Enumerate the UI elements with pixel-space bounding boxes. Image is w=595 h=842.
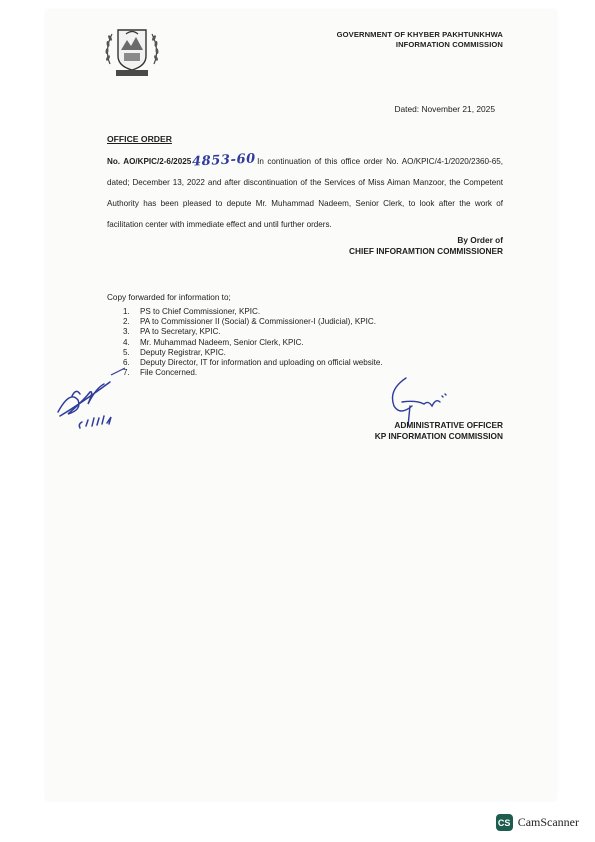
list-item [123,358,383,368]
order-date: Dated: November 21, 2025 [394,104,495,114]
signatory-organization: KP INFORMATION COMMISSION [374,431,503,441]
header-line-government: GOVERNMENT OF KHYBER PAKHTUNKHWA [336,30,503,39]
list-item [123,307,383,317]
camscanner-label: CamScanner [517,815,579,829]
list-item-text: PS to Chief Commissioner, KPIC. [140,307,261,316]
list-item [123,338,383,348]
list-item-text: PA to Secretary, KPIC. [140,327,221,337]
by-order-block [349,235,503,257]
header-line-commission: INFORMATION COMMISSION [395,40,503,49]
issuing-authority-header [337,30,503,50]
list-item [123,348,383,358]
handwritten-initials-signature-icon [50,370,150,440]
by-order-label: By Order of [457,235,503,245]
list-item-text: Mr. Muhammad Nadeem, Senior Clerk, KPIC. [140,337,304,347]
list-item-number: 6. [123,358,130,368]
list-item [123,368,383,378]
camscanner-watermark [496,814,579,831]
list-item-text: PA to Commissioner II (Social) & Commissioner-I (Judicial), KPIC. [140,317,376,327]
order-number: No. AO/KPIC/2-6/2025 [107,157,192,166]
list-item-text: Deputy Registrar, KPIC. [140,347,226,357]
order-body-text: In continuation of this office order No. AO/KPIC/4-1/2020/2360-65, dated; December 13, 2022 and after discontinuation of the Services of Miss Aiman Manzoor, the Competent Authority has been pleased to depute Mr. Muhammad Nadeem, Senior Clerk, to look after the work of facilitation center with immediate effect and until further orders. [107,157,503,229]
camscanner-logo-icon: CS [496,814,513,831]
copy-recipient-list [123,307,383,378]
list-item-number: 7. [123,368,130,378]
list-item-text: Deputy Director, IT for information and uploading on official website. [140,358,383,368]
list-item-text: File Concerned. [140,368,198,378]
list-item-number: 1. [123,307,130,316]
handwritten-dispatch-number: 4853-60 [191,151,257,170]
list-item-number: 3. [123,327,130,337]
office-order-paragraph [107,150,503,235]
kp-government-emblem-icon [100,20,164,84]
list-item-number: 5. [123,347,130,357]
signatory-block [375,420,503,442]
copy-forwarded-label: Copy forwarded for information to; [107,293,231,302]
office-order-heading: OFFICE ORDER [107,134,172,144]
list-item [123,327,383,337]
list-item-number: 2. [123,317,130,327]
list-item [123,317,383,327]
issuing-officer-title: CHIEF INFORAMTION COMMISSIONER [349,246,503,256]
list-item-number: 4. [123,337,130,347]
signatory-designation: ADMINISTRATIVE OFFICER [394,420,503,430]
